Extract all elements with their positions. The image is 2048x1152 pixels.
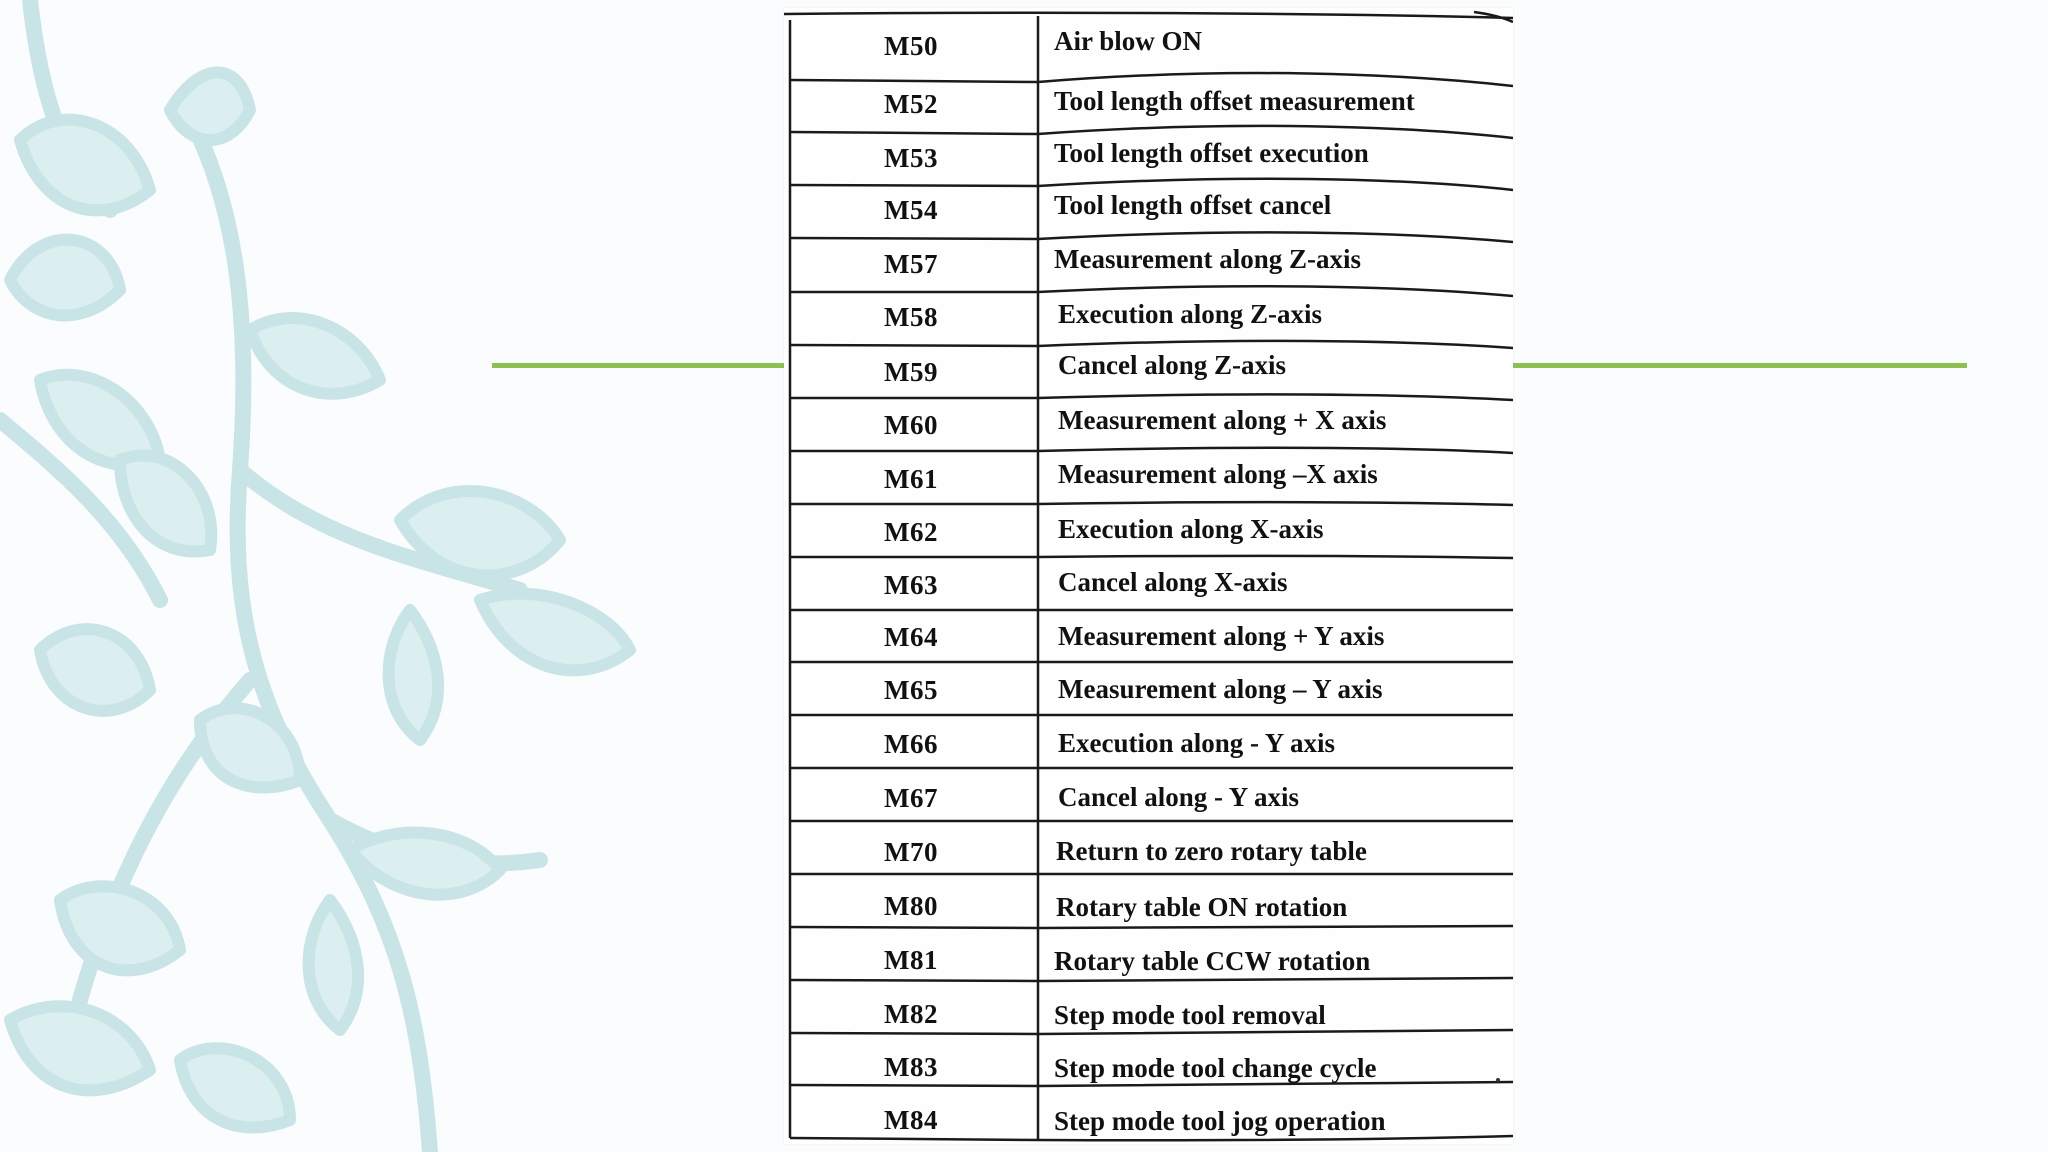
table-row	[784, 664, 1513, 717]
description-cell: Tool length offset execution	[1054, 138, 1369, 168]
code-cell: M62	[884, 517, 938, 547]
code-cell: M83	[884, 1052, 938, 1082]
description-cell: Air blow ON	[1054, 26, 1203, 56]
table-row	[784, 346, 1513, 399]
m-code-table	[784, 8, 1513, 1144]
table-row	[784, 399, 1513, 452]
description-cell: Measurement along + Y axis	[1058, 621, 1385, 651]
table-row	[784, 20, 1513, 73]
table-row	[784, 184, 1513, 237]
code-cell: M64	[884, 622, 938, 652]
code-cell: M59	[884, 357, 938, 387]
table-row	[784, 934, 1513, 987]
code-cell: M66	[884, 729, 938, 759]
table-row	[784, 772, 1513, 825]
description-cell: Step mode tool removal	[1054, 1000, 1326, 1030]
description-cell: Measurement along – Y axis	[1058, 674, 1383, 704]
description-cell: Cancel along - Y axis	[1058, 782, 1299, 812]
description-cell: Step mode tool change cycle	[1054, 1053, 1377, 1083]
table-row	[784, 1094, 1513, 1147]
code-cell: M81	[884, 945, 938, 975]
code-cell: M60	[884, 410, 938, 440]
code-cell: M84	[884, 1105, 938, 1135]
description-cell: Execution along X-axis	[1058, 514, 1324, 544]
code-cell: M53	[884, 143, 938, 173]
code-cell: M70	[884, 837, 938, 867]
code-cell: M63	[884, 570, 938, 600]
description-cell: Cancel along X-axis	[1058, 567, 1288, 597]
code-cell: M57	[884, 249, 938, 279]
ink-speck	[1496, 1078, 1500, 1082]
description-cell: Rotary table CCW rotation	[1054, 946, 1371, 976]
description-cell: Tool length offset measurement	[1054, 86, 1415, 116]
code-cell: M50	[884, 31, 938, 61]
description-cell: Step mode tool jog operation	[1054, 1106, 1386, 1136]
table-row	[784, 453, 1513, 506]
accent-line-right	[1513, 363, 1967, 368]
table-row	[784, 988, 1513, 1041]
table-row	[784, 238, 1513, 291]
scanned-table-image	[784, 8, 1513, 1144]
code-cell: M52	[884, 89, 938, 119]
table-row	[784, 78, 1513, 131]
code-cell: M82	[884, 999, 938, 1029]
description-cell: Measurement along Z-axis	[1054, 244, 1361, 274]
description-cell: Rotary table ON rotation	[1056, 892, 1348, 922]
table-row	[784, 132, 1513, 185]
code-cell: M67	[884, 783, 938, 813]
description-cell: Execution along Z-axis	[1058, 299, 1323, 329]
table-row	[784, 1041, 1513, 1094]
table-row	[784, 880, 1513, 933]
table-row	[784, 506, 1513, 559]
code-cell: M54	[884, 195, 938, 225]
description-cell: Cancel along Z-axis	[1058, 350, 1287, 380]
description-cell: Tool length offset cancel	[1054, 190, 1332, 220]
code-cell: M80	[884, 891, 938, 921]
description-cell: Execution along - Y axis	[1058, 728, 1336, 758]
description-cell: Measurement along –X axis	[1058, 459, 1378, 489]
description-cell: Measurement along + X axis	[1058, 405, 1387, 435]
code-cell: M58	[884, 302, 938, 332]
table-row	[784, 291, 1513, 344]
code-cell: M65	[884, 675, 938, 705]
table-row	[784, 611, 1513, 664]
description-cell: Return to zero rotary table	[1056, 836, 1367, 866]
accent-line-left	[492, 363, 784, 368]
table-row	[784, 718, 1513, 771]
leaf-vine-icon	[0, 0, 640, 1152]
table-row	[784, 826, 1513, 879]
table-row	[784, 559, 1513, 612]
code-cell: M61	[884, 464, 938, 494]
